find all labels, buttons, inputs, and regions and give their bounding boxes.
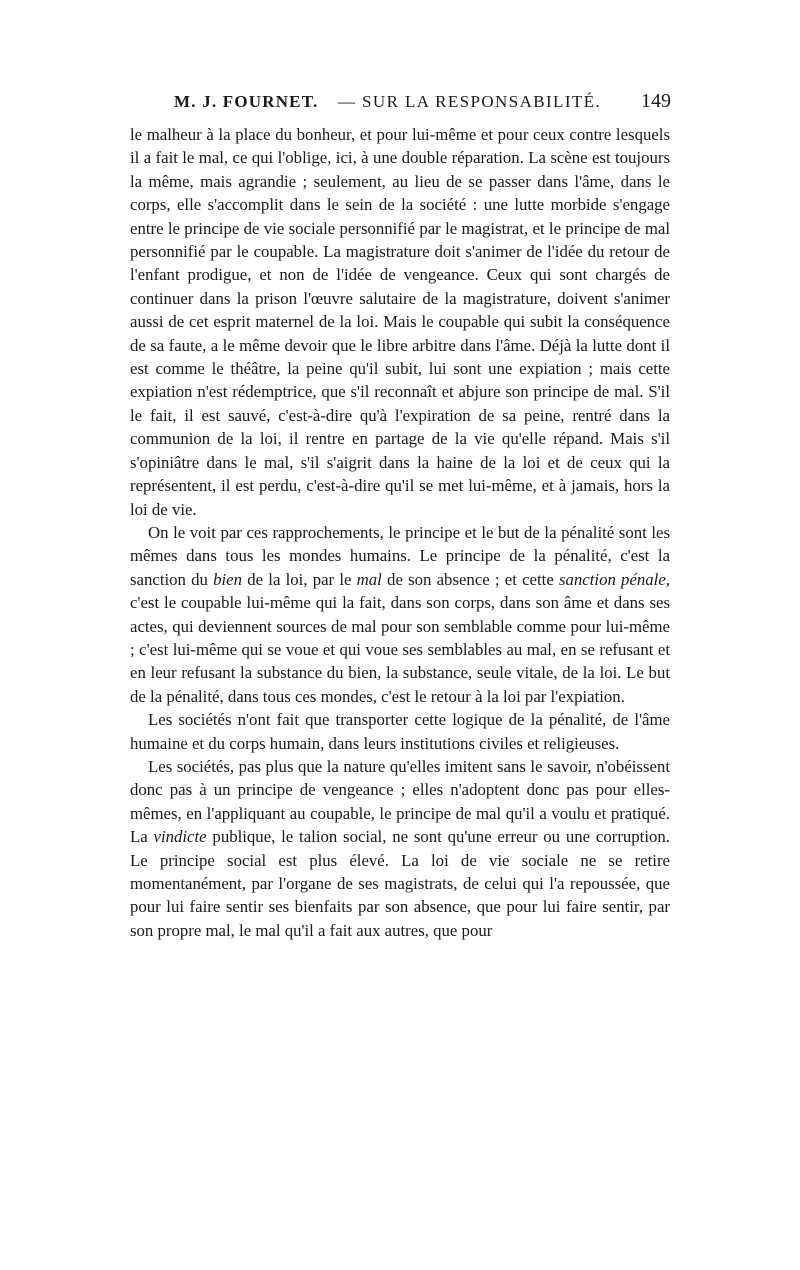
paragraph-text: On le voit par ces rapprochements, le principe et le but de la pénalité sont les mêmes dans tous les mondes humains. Le principe de la pénalité, c'est la sanction du xyxy=(130,522,670,589)
page-number: 149 xyxy=(641,90,671,112)
paragraph xyxy=(130,521,670,708)
italic-text: vindicte xyxy=(153,827,207,847)
running-head-author: M. J. FOURNET. xyxy=(174,92,319,111)
paragraph-text: de son absence ; et cette xyxy=(381,569,559,589)
running-head xyxy=(118,90,671,118)
paragraph-text: Les sociétés n'ont fait que transporter cette logique de la pénalité, de l'âme humaine et du corps humain, dans leurs institutions civiles et religieuses. xyxy=(130,710,670,753)
italic-text: bien xyxy=(213,569,243,589)
paragraph-text: le malheur à la place du bonheur, et pour lui-même et pour ceux contre lesquels il a fait le mal, ce qui l'oblige, ici, à une double réparation. La scène est toujours la même, mais agrandie ; seulement, au lieu de se passer dans l'âme, dans le corps, elle s'accomplit dans le sein de la société : une lutte morbide s'engage entre le principe de vie sociale personnifié par le magistrat, et le principe de mal personnifié par le coupable. La magistrature doit s'animer de l'idée du retour de l'enfant prodigue, et non de l'idée de vengeance. Ceux qui sont chargés de continuer dans la prison l'œuvre salutaire de la magistrature, doivent s'animer aussi de cet esprit maternel de la loi. Mais le coupable qui subit la conséquence de sa faute, a le même devoir que le libre arbitre dans l'âme. Déjà la lutte dont il est comme le théâtre, la peine qu'il subit, lui sont une expiation ; mais cette expiation n'est rédemptrice, que s'il reconnaît et abjure son principe de mal. S'il le fait, il est sauvé, c'est-à-dire qu'à l'expiration de sa peine, rentré dans la communion de la loi, il rentre en partage de la vie qu'elle répand. Mais s'il s'opiniâtre dans le mal, s'il s'aigrit dans la haine de la loi et de ceux qui la représentent, il est perdu, c'est-à-dire qu'il se met lui-même, et à jamais, hors la loi de vie. xyxy=(130,125,670,519)
paragraph xyxy=(130,123,670,521)
body-text xyxy=(130,123,670,942)
paragraph-text: publique, le talion social, ne sont qu'une erreur ou une corruption. Le principe social est plus élevé. La loi de vie sociale ne se retire momentanément, par l'organe de ses magistrats, de celui qui l'a repoussée, que pour lui faire sentir ses bienfaits par son absence, que pour lui faire sentir, par son propre mal, le mal qu'il a fait aux autres, que pour xyxy=(130,827,670,940)
italic-text: sanction pénale xyxy=(558,569,666,589)
italic-text: mal xyxy=(356,569,382,589)
paragraph-text: Les sociétés, pas plus que la nature qu'elles imitent sans le savoir, n'obéissent donc pas à un principe de vengeance ; elles n'adoptent donc pas pour elles-mêmes, en l'appliquant au coupable, le principe de mal qu'il a voulu et pratiqué. La xyxy=(130,756,670,847)
paragraph xyxy=(130,755,670,942)
paragraph-text: de la loi, par le xyxy=(242,569,357,589)
paragraph xyxy=(130,708,670,755)
paragraph-text: , c'est le coupable lui-même qui la fait, dans son corps, dans son âme et dans ses actes, qui deviennent sources de mal pour son semblable comme pour lui-même ; c'est lui-même qui se voue et qui voue ses semblables au mal, en se refusant et en leur refusant la substance du bien, la substance, seule vitale, de la loi. Le but de la pénalité, dans tous ces mondes, c'est le retour à la loi par l'expiation. xyxy=(130,569,670,706)
running-head-title: — SUR LA RESPONSABILITÉ. xyxy=(338,92,602,111)
